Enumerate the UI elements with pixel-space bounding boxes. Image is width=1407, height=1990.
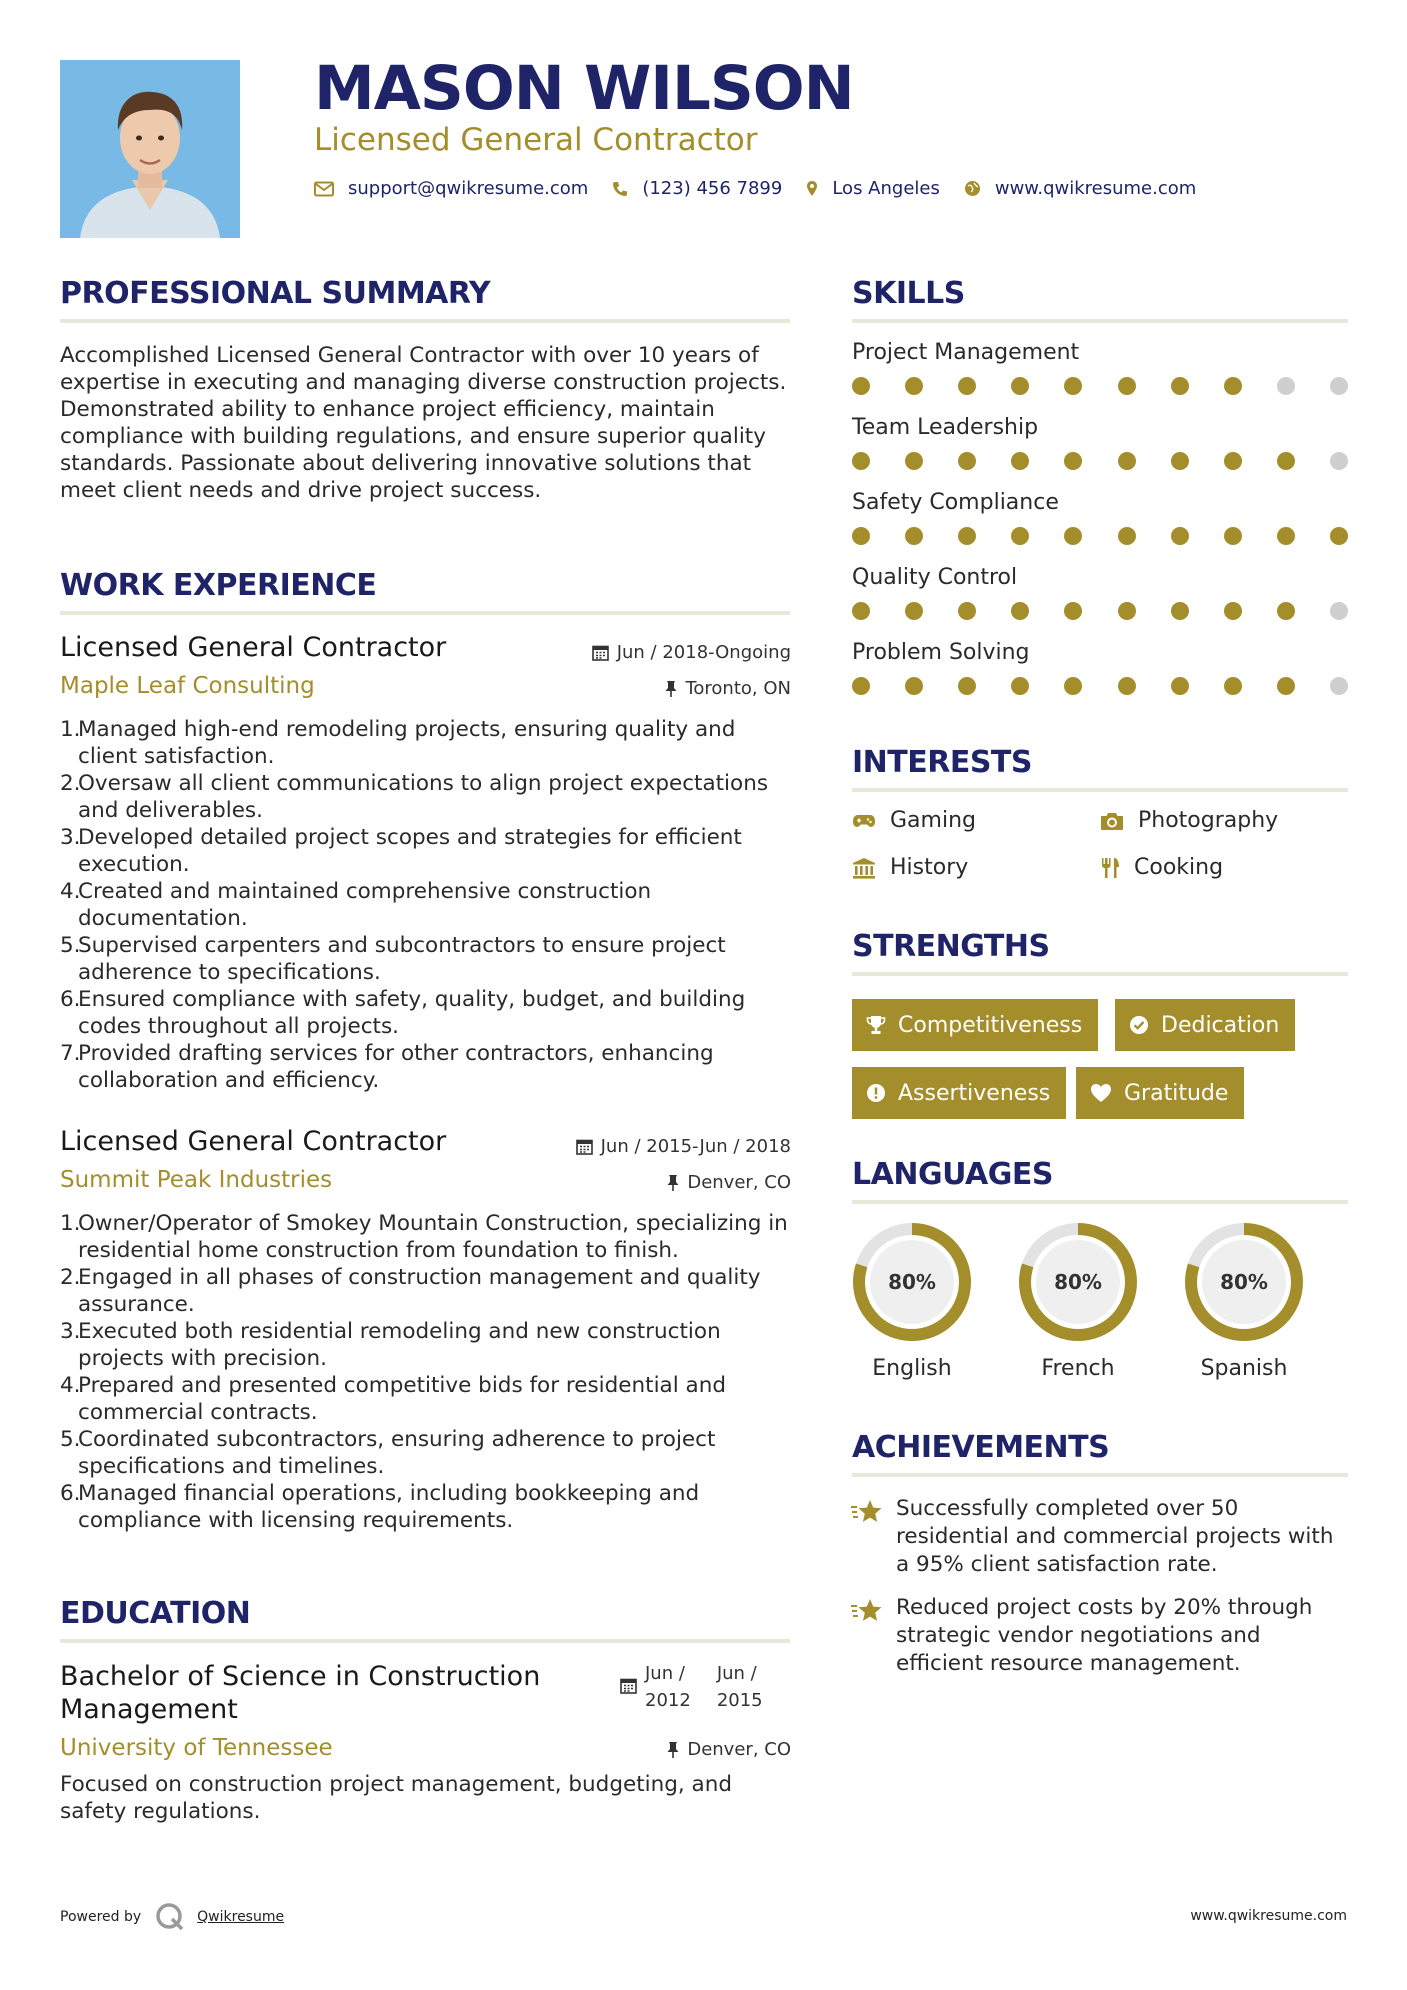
interests-divider [852, 788, 1348, 792]
education-heading: EDUCATION [60, 1596, 251, 1631]
languages-heading: LANGUAGES [852, 1157, 1053, 1192]
interest-item [1100, 808, 1278, 833]
achievement-item [850, 1495, 1348, 1579]
strength-badge [852, 999, 1098, 1051]
rating-dot-filled [1171, 602, 1189, 620]
job-title: Licensed General Contractor [60, 1126, 447, 1157]
language-item [850, 1220, 974, 1348]
rating-dot-filled [1011, 452, 1029, 470]
rating-dot-filled [958, 377, 976, 395]
interest-label: Photography [1138, 808, 1279, 833]
rating-dot-filled [1224, 527, 1242, 545]
pushpin-icon [667, 1174, 679, 1192]
camera-icon [1100, 811, 1124, 831]
skill-name: Problem Solving [852, 640, 1030, 665]
rating-dot-filled [1224, 452, 1242, 470]
language-ring [850, 1220, 974, 1344]
list-item: 3. Executed both residential remodeling and new construction projects with precision. [60, 1319, 721, 1371]
education-dates [620, 1660, 763, 1714]
list-item: 5. Supervised carpenters and subcontractors to ensure project adherence to specifications. [60, 933, 726, 985]
skill-rating [852, 527, 1348, 545]
duty-text: Oversaw all client communications to align project expectations and deliverables. [78, 771, 769, 823]
skills-heading: SKILLS [852, 276, 965, 311]
duty-text: Coordinated subcontractors, ensuring adherence to project specifications and timelines. [78, 1427, 716, 1479]
skill-rating [852, 602, 1348, 620]
strengths-divider [852, 972, 1348, 976]
school-name: University of Tennessee [60, 1735, 333, 1761]
contact-phone[interactable] [612, 178, 782, 199]
rating-dot-filled [905, 677, 923, 695]
ring-percent-label: 80% [888, 1270, 936, 1294]
education-location [667, 1739, 791, 1760]
degree-title [60, 1660, 540, 1726]
rating-dot-filled [905, 377, 923, 395]
strength-label: Assertiveness [898, 1080, 1051, 1106]
strength-badge [1076, 1067, 1244, 1119]
globe-icon [964, 180, 981, 197]
rating-dot-filled [1277, 602, 1295, 620]
education-divider [60, 1639, 790, 1643]
rating-dot-filled [1118, 602, 1136, 620]
skill-name: Quality Control [852, 565, 1018, 590]
languages-divider [852, 1200, 1348, 1204]
rating-dot-filled [958, 527, 976, 545]
list-item: 2. Oversaw all client communications to align project expectations and deliverables. [60, 771, 769, 823]
achievements-divider [852, 1473, 1348, 1477]
trophy-icon [866, 1015, 886, 1035]
rating-dot-filled [1277, 677, 1295, 695]
strength-label: Dedication [1161, 1012, 1280, 1038]
candidate-name: MASON WILSON [314, 53, 854, 124]
exclamation-circle-icon [866, 1083, 886, 1103]
duty-text: Developed detailed project scopes and strategies for efficient execution. [78, 825, 742, 877]
rating-dot-filled [1011, 602, 1029, 620]
skills-list [852, 340, 1348, 715]
rating-dot-filled [1118, 452, 1136, 470]
rating-dot-filled [905, 452, 923, 470]
duty-text: Provided drafting services for other contractors, enhancing collaboration and efficiency. [78, 1041, 714, 1093]
list-item: 6. Managed financial operations, including bookkeeping and compliance with licensing requirements. [60, 1481, 700, 1533]
duty-text: Supervised carpenters and subcontractors to ensure project adherence to specifications. [78, 933, 726, 985]
duty-text: Engaged in all phases of construction management and quality assurance. [78, 1265, 761, 1317]
pushpin-icon [667, 1741, 679, 1759]
map-pin-icon [806, 180, 818, 197]
calendar-icon [620, 1677, 637, 1694]
job-location [665, 678, 791, 699]
job-dates [576, 1136, 791, 1157]
experience-heading: WORK EXPERIENCE [60, 568, 377, 603]
rating-dot-filled [1224, 677, 1242, 695]
skill-name: Team Leadership [852, 415, 1039, 440]
rating-dot-filled [852, 377, 870, 395]
calendar-icon [592, 644, 609, 661]
end-year: 2015 [716, 1690, 763, 1711]
company-name: Summit Peak Industries [60, 1167, 333, 1193]
list-item: 3. Developed detailed project scopes and strategies for efficient execution. [60, 825, 742, 877]
rating-dot-empty [1330, 452, 1348, 470]
skill-item [852, 640, 1348, 715]
rating-dot-filled [1118, 527, 1136, 545]
rating-dot-filled [1171, 527, 1189, 545]
skill-item [852, 415, 1348, 490]
job-dates-text: Jun / 2018-Ongoing [616, 642, 791, 663]
rating-dot-filled [1011, 527, 1029, 545]
job-duties-list [60, 1210, 808, 1534]
rating-dot-empty [1330, 602, 1348, 620]
heart-icon [1090, 1083, 1112, 1103]
rating-dot-filled [852, 602, 870, 620]
start-year: 2012 [645, 1690, 691, 1711]
rating-dot-filled [958, 602, 976, 620]
list-item: 4. Created and maintained comprehensive construction documentation. [60, 879, 652, 931]
company-name: Maple Leaf Consulting [60, 673, 315, 699]
location-text: Los Angeles [832, 178, 940, 199]
rating-dot-filled [852, 527, 870, 545]
language-item [1182, 1220, 1306, 1348]
interest-item [852, 855, 968, 880]
footer-url[interactable]: www.qwikresume.com [1190, 1908, 1347, 1924]
degree-line-1: Bachelor of Science in Construction [60, 1661, 541, 1692]
language-name: Spanish [1200, 1356, 1288, 1381]
rating-dot-filled [1171, 677, 1189, 695]
skill-rating [852, 377, 1348, 395]
duty-text: Created and maintained comprehensive construction documentation. [78, 879, 652, 931]
strength-badge [1115, 999, 1295, 1051]
skill-item [852, 490, 1348, 565]
strength-label: Competitiveness [898, 1012, 1083, 1038]
rating-dot-filled [1224, 602, 1242, 620]
rating-dot-filled [1171, 452, 1189, 470]
education-start [645, 1660, 691, 1714]
language-ring [1182, 1220, 1306, 1344]
summary-divider [60, 319, 790, 323]
rating-dot-empty [1330, 377, 1348, 395]
footer-powered-by [60, 1902, 284, 1932]
duty-text: Managed high-end remodeling projects, ensuring quality and client satisfaction. [78, 717, 736, 769]
job-location-text: Denver, CO [687, 1172, 791, 1193]
rating-dot-filled [1277, 527, 1295, 545]
rating-dot-filled [1064, 452, 1082, 470]
summary-heading: PROFESSIONAL SUMMARY [60, 276, 491, 311]
degree-line-2: Management [60, 1694, 238, 1725]
rating-dot-filled [958, 677, 976, 695]
powered-by-text: Powered by [60, 1909, 142, 1925]
interest-label: Cooking [1134, 855, 1224, 880]
rating-dot-filled [1118, 677, 1136, 695]
rating-dot-filled [1011, 377, 1029, 395]
check-circle-icon [1129, 1015, 1149, 1035]
pushpin-icon [665, 680, 677, 698]
interest-item [852, 808, 976, 833]
contact-bar [314, 178, 1220, 199]
star-icon [850, 1598, 884, 1624]
strength-badge [852, 1067, 1066, 1119]
job-duties-list [60, 716, 790, 1094]
education-description: Focused on construction project management, budgeting, and safety regulations. [60, 1772, 733, 1824]
skill-rating [852, 677, 1348, 695]
rating-dot-filled [1118, 377, 1136, 395]
rating-dot-filled [958, 452, 976, 470]
email-text: support@qwikresume.com [348, 178, 589, 199]
duty-text: Owner/Operator of Smokey Mountain Construction, specializing in residential home construction from foundation to finish. [78, 1211, 788, 1263]
list-item: 1. Managed high-end remodeling projects, ensuring quality and client satisfaction. [60, 717, 736, 769]
ring-percent-label: 80% [1054, 1270, 1102, 1294]
job-location [667, 1172, 791, 1193]
contact-website[interactable] [964, 178, 1196, 199]
brand-link[interactable]: Qwikresume [197, 1909, 285, 1925]
language-item [1016, 1220, 1140, 1348]
museum-icon [852, 857, 876, 879]
rating-dot-empty [1277, 377, 1295, 395]
rating-dot-filled [1064, 677, 1082, 695]
duty-text: Prepared and presented competitive bids for residential and commercial contracts. [78, 1373, 726, 1425]
skill-name: Safety Compliance [852, 490, 1059, 515]
interest-label: History [890, 855, 969, 880]
candidate-title: Licensed General Contractor [314, 122, 758, 158]
rating-dot-filled [1277, 452, 1295, 470]
phone-text: (123) 456 7899 [642, 178, 783, 199]
rating-dot-filled [1011, 677, 1029, 695]
education-location-text: Denver, CO [687, 1739, 791, 1760]
language-name: French [1041, 1356, 1115, 1381]
phone-icon [612, 181, 628, 197]
profile-photo [60, 60, 240, 238]
list-item: 4. Prepared and presented competitive bids for residential and commercial contracts. [60, 1373, 726, 1425]
rating-dot-filled [1330, 527, 1348, 545]
job-location-text: Toronto, ON [685, 678, 791, 699]
contact-location [806, 178, 940, 199]
rating-dot-filled [905, 527, 923, 545]
rating-dot-filled [905, 602, 923, 620]
skills-divider [852, 319, 1348, 323]
gamepad-icon [852, 813, 876, 829]
rating-dot-filled [1224, 377, 1242, 395]
qwikresume-logo-icon [155, 1902, 185, 1932]
interest-item [1100, 855, 1223, 880]
achievement-item [850, 1594, 1348, 1678]
achievement-text: Reduced project costs by 20% through strategic vendor negotiations and efficient resource management. [896, 1595, 1313, 1676]
achievement-text: Successfully completed over 50 residential and commercial projects with a 95% client satisfaction rate. [896, 1496, 1334, 1577]
rating-dot-filled [1171, 377, 1189, 395]
list-item: 7. Provided drafting services for other contractors, enhancing collaboration and efficiency. [60, 1041, 714, 1093]
end-month: Jun / [716, 1663, 757, 1684]
duty-text: Managed financial operations, including bookkeeping and compliance with licensing requirements. [78, 1481, 700, 1533]
job-dates-text: Jun / 2015-Jun / 2018 [600, 1136, 791, 1157]
experience-divider [60, 611, 790, 615]
summary-text: Accomplished Licensed General Contractor with over 10 years of expertise in executing and managing diverse construction projects. Demonstrated ability to enhance project efficiency, maintain compliance with building regulations, and ensure superior quality standards. Passionate about delivering innovative solutions that meet client needs and drive project success. [60, 343, 787, 503]
ring-percent-label: 80% [1220, 1270, 1268, 1294]
start-month: Jun / [645, 1663, 685, 1684]
rating-dot-filled [852, 677, 870, 695]
duty-text: Executed both residential remodeling and new construction projects with precision. [78, 1319, 721, 1371]
utensils-icon [1100, 857, 1120, 879]
strengths-heading: STRENGTHS [852, 929, 1050, 964]
strength-label: Gratitude [1124, 1080, 1229, 1106]
duty-text: Ensured compliance with safety, quality, budget, and building codes throughout all projects. [78, 987, 746, 1039]
job-dates [592, 642, 791, 663]
interest-label: Gaming [890, 808, 976, 833]
language-ring [1016, 1220, 1140, 1344]
rating-dot-filled [1064, 527, 1082, 545]
contact-email[interactable] [314, 178, 588, 199]
education-end [717, 1660, 763, 1714]
rating-dot-filled [852, 452, 870, 470]
rating-dot-empty [1330, 677, 1348, 695]
skill-item [852, 340, 1348, 415]
list-item: 5. Coordinated subcontractors, ensuring adherence to project specifications and timelines. [60, 1427, 716, 1479]
website-text: www.qwikresume.com [994, 178, 1197, 199]
job-title: Licensed General Contractor [60, 632, 447, 663]
language-name: English [872, 1356, 952, 1381]
skill-rating [852, 452, 1348, 470]
list-item: 2. Engaged in all phases of construction management and quality assurance. [60, 1265, 761, 1317]
calendar-icon [576, 1138, 593, 1155]
skill-item [852, 565, 1348, 640]
rating-dot-filled [1064, 377, 1082, 395]
star-icon [850, 1499, 884, 1525]
achievements-heading: ACHIEVEMENTS [852, 1430, 1110, 1465]
envelope-icon [314, 181, 334, 197]
list-item: 6. Ensured compliance with safety, quality, budget, and building codes throughout all projects. [60, 987, 746, 1039]
rating-dot-filled [1064, 602, 1082, 620]
list-item: 1. Owner/Operator of Smokey Mountain Construction, specializing in residential home construction from foundation to finish. [60, 1211, 788, 1263]
skill-name: Project Management [852, 340, 1080, 365]
interests-heading: INTERESTS [852, 745, 1032, 780]
